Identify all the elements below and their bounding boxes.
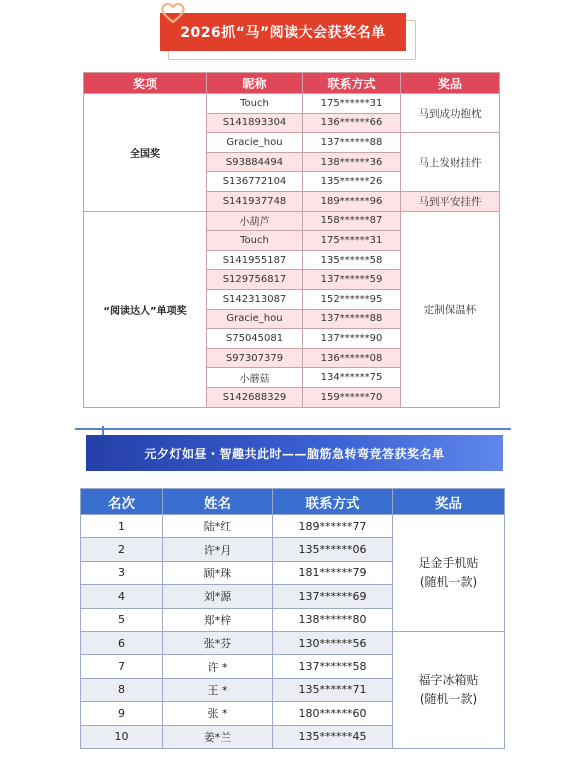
name-cell: 张*芬 <box>163 631 273 654</box>
nickname-cell: 小蘑菇 <box>207 368 303 388</box>
banner-title-2: 元夕灯如昼・智趣共此时——脑筋急转弯竞答获奖名单 <box>86 435 503 471</box>
prize-cell: 马上发财挂件 <box>401 133 500 192</box>
contact-cell: 181******79 <box>273 561 393 584</box>
banner-divider <box>101 428 511 430</box>
contact-cell: 137******59 <box>303 270 401 290</box>
prize-name: 足金手机贴 <box>418 555 479 570</box>
prize-cell: 马到成功抱枕 <box>401 94 500 133</box>
prize-cell <box>393 515 505 632</box>
contact-cell: 137******69 <box>273 585 393 608</box>
nickname-cell: S142688329 <box>207 387 303 407</box>
name-cell: 顾*珠 <box>163 561 273 584</box>
award-banner-2 <box>75 426 515 476</box>
heart-icon <box>160 2 186 24</box>
table-row <box>81 515 505 538</box>
rank-cell: 4 <box>81 585 163 608</box>
nickname-cell: S142313087 <box>207 289 303 309</box>
nickname-cell: S93884494 <box>207 152 303 172</box>
rank-cell: 9 <box>81 702 163 725</box>
contact-cell: 158******87 <box>303 211 401 231</box>
name-cell: 郑*梓 <box>163 608 273 631</box>
name-cell: 姜*兰 <box>163 725 273 748</box>
contact-cell: 189******96 <box>303 191 401 211</box>
contact-cell: 137******90 <box>303 329 401 349</box>
nickname-cell: S136772104 <box>207 172 303 192</box>
prize-name: 福字冰箱贴 <box>418 672 479 687</box>
name-cell: 许 * <box>163 655 273 678</box>
nickname-cell: Touch <box>207 231 303 251</box>
name-cell: 刘*源 <box>163 585 273 608</box>
riddle-award-table <box>80 488 505 749</box>
table-row <box>81 631 505 654</box>
contact-cell: 189******77 <box>273 515 393 538</box>
contact-cell: 135******26 <box>303 172 401 192</box>
prize-cell <box>393 631 505 748</box>
contact-cell: 135******06 <box>273 538 393 561</box>
rank-cell: 6 <box>81 631 163 654</box>
nickname-cell: Gracie_hou <box>207 133 303 153</box>
nickname-cell: S97307379 <box>207 348 303 368</box>
nickname-cell: S141937748 <box>207 191 303 211</box>
column-header-award: 奖项 <box>84 73 207 94</box>
contact-cell: 134******75 <box>303 368 401 388</box>
award-category: 全国奖 <box>84 94 207 212</box>
name-cell: 王 * <box>163 678 273 701</box>
contact-cell: 136******08 <box>303 348 401 368</box>
contact-cell: 135******71 <box>273 678 393 701</box>
contact-cell: 138******36 <box>303 152 401 172</box>
rank-cell: 10 <box>81 725 163 748</box>
prize-note: (随机一款) <box>419 691 478 706</box>
rank-cell: 7 <box>81 655 163 678</box>
contact-cell: 159******70 <box>303 387 401 407</box>
national-award-table <box>83 72 500 408</box>
contact-cell: 180******60 <box>273 702 393 725</box>
contact-cell: 138******80 <box>273 608 393 631</box>
award-category: “阅读达人”单项奖 <box>84 211 207 407</box>
contact-cell: 135******45 <box>273 725 393 748</box>
nickname-cell: S141955187 <box>207 250 303 270</box>
name-cell: 陆*红 <box>163 515 273 538</box>
table-header-row <box>84 73 500 94</box>
column-header-prize: 奖品 <box>401 73 500 94</box>
rank-cell: 1 <box>81 515 163 538</box>
name-cell: 许*月 <box>163 538 273 561</box>
column-header-rank: 名次 <box>81 489 163 515</box>
prize-cell: 定制保温杯 <box>401 211 500 407</box>
nickname-cell: Gracie_hou <box>207 309 303 329</box>
table-row <box>84 211 500 231</box>
table-row <box>84 94 500 114</box>
contact-cell: 130******56 <box>273 631 393 654</box>
contact-cell: 175******31 <box>303 231 401 251</box>
contact-cell: 137******88 <box>303 309 401 329</box>
nickname-cell: S129756817 <box>207 270 303 290</box>
banner-title-1: 2026抓“马”阅读大会获奖名单 <box>160 13 406 51</box>
column-header-prize: 奖品 <box>393 489 505 515</box>
prize-note: (随机一款) <box>419 574 478 589</box>
contact-cell: 152******95 <box>303 289 401 309</box>
rank-cell: 8 <box>81 678 163 701</box>
contact-cell: 137******88 <box>303 133 401 153</box>
column-header-contact: 联系方式 <box>303 73 401 94</box>
column-header-nickname: 昵称 <box>207 73 303 94</box>
rank-cell: 3 <box>81 561 163 584</box>
column-header-name: 姓名 <box>163 489 273 515</box>
contact-cell: 136******66 <box>303 113 401 133</box>
rank-cell: 5 <box>81 608 163 631</box>
contact-cell: 135******58 <box>303 250 401 270</box>
award-banner-1 <box>160 7 420 59</box>
table-header-row <box>81 489 505 515</box>
nickname-cell: 小葫芦 <box>207 211 303 231</box>
nickname-cell: S75045081 <box>207 329 303 349</box>
rank-cell: 2 <box>81 538 163 561</box>
prize-cell: 马到平安挂件 <box>401 191 500 211</box>
nickname-cell: S141893304 <box>207 113 303 133</box>
nickname-cell: Touch <box>207 94 303 114</box>
contact-cell: 175******31 <box>303 94 401 114</box>
name-cell: 张 * <box>163 702 273 725</box>
column-header-contact: 联系方式 <box>273 489 393 515</box>
contact-cell: 137******58 <box>273 655 393 678</box>
